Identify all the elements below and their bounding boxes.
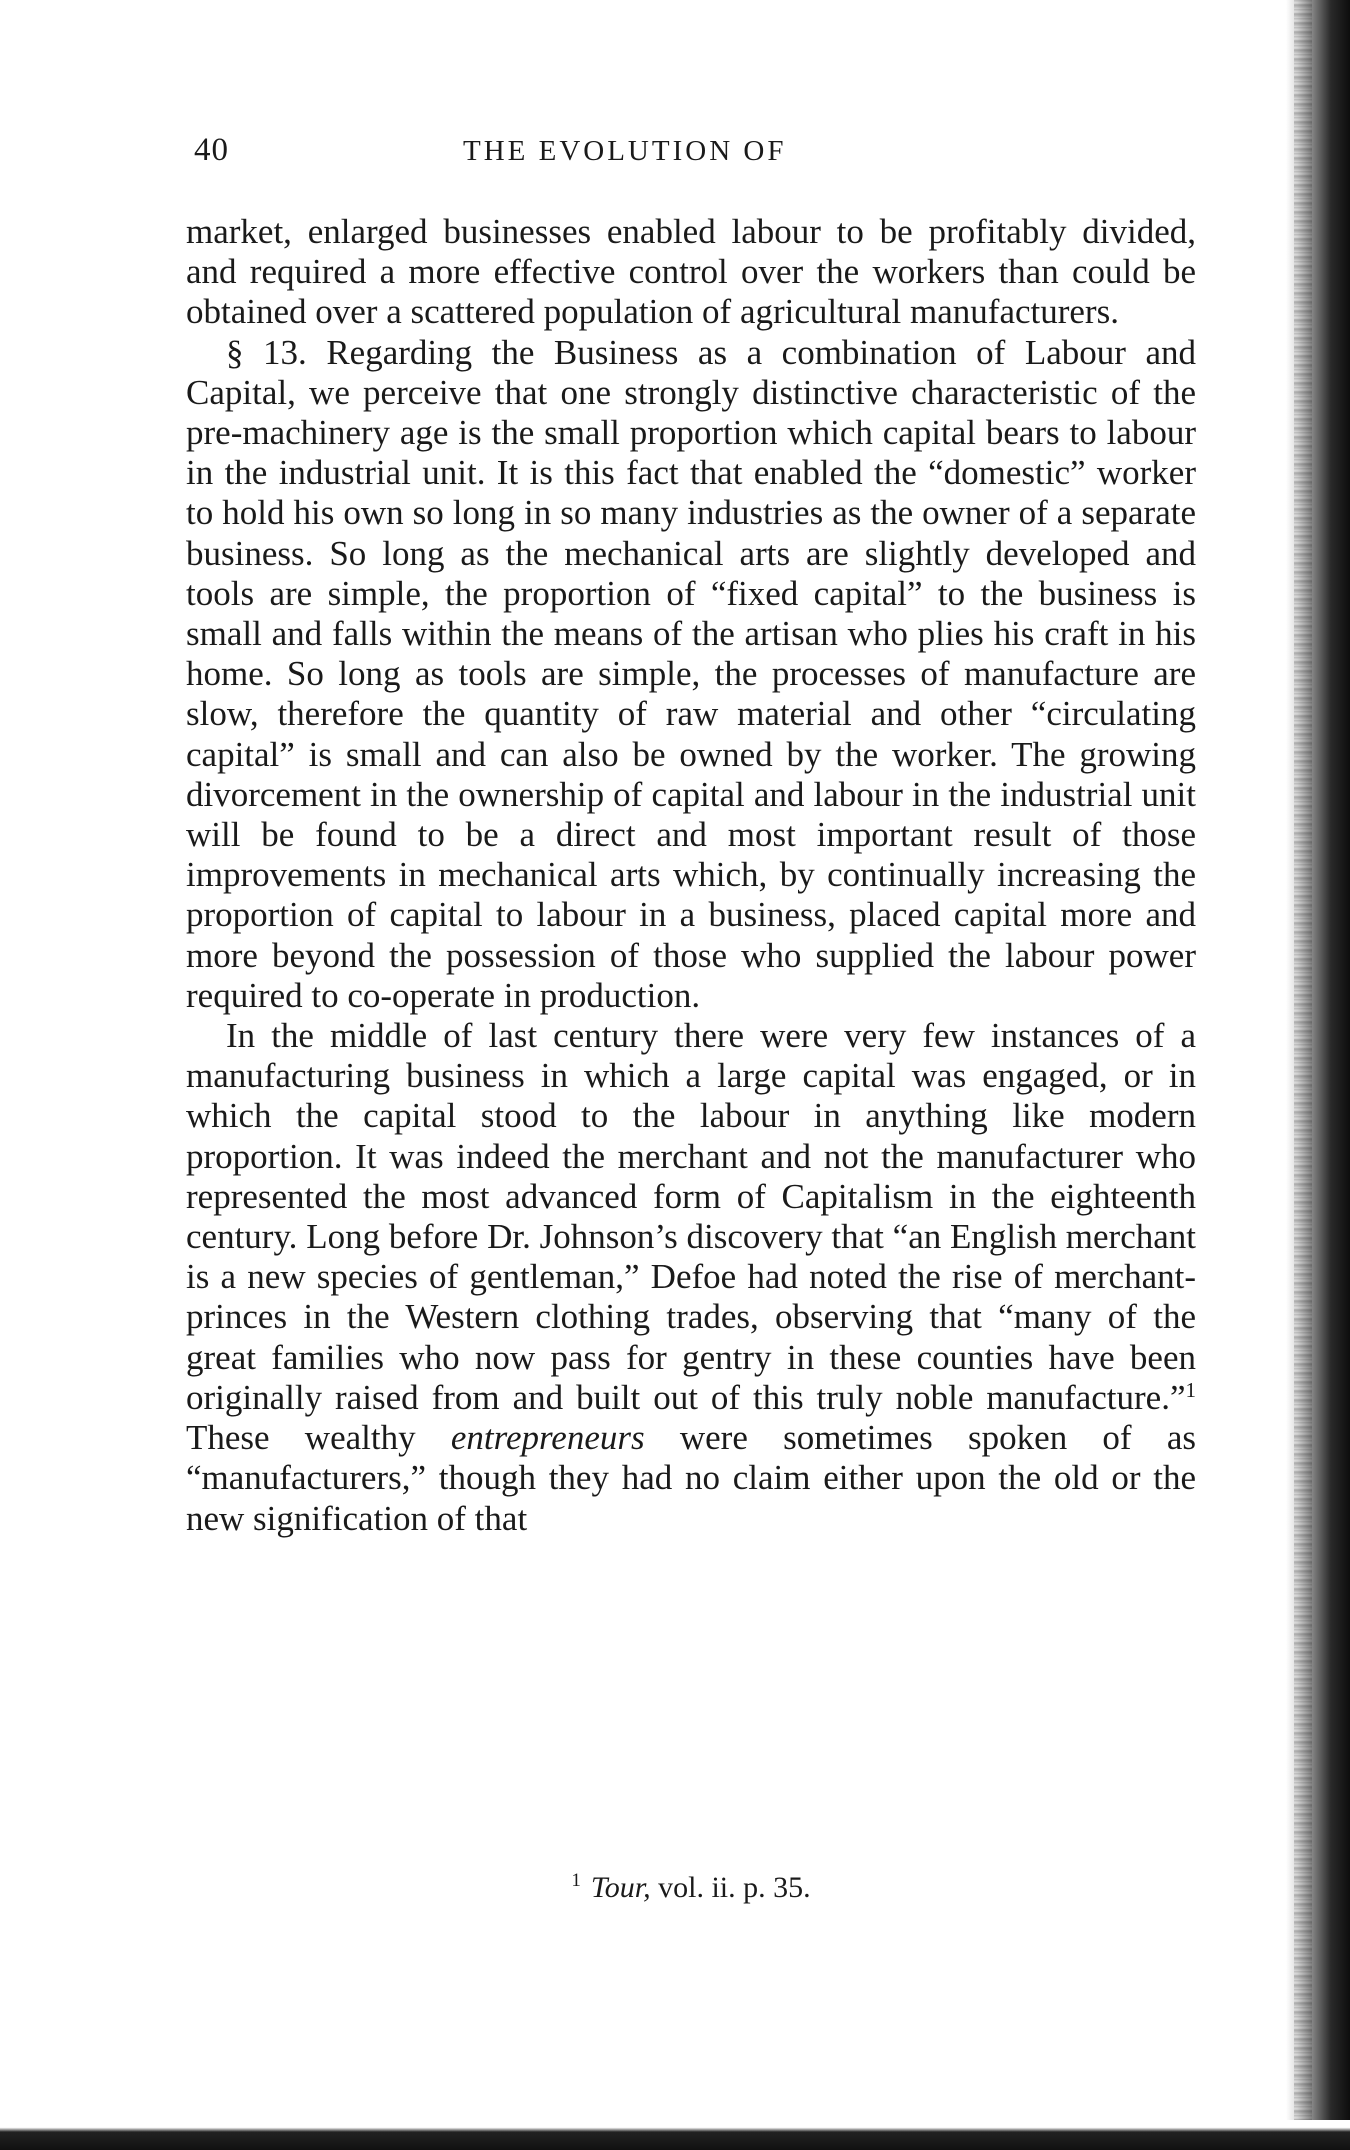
paragraph-section-13: § 13. Regarding the Business as a combination of Labour and Capital, we perceive that one strongly distinctive characteristic of the pre-machinery age is the small proportion which capital bears to labour in the industrial unit. It is this fact that enabled the “domestic” worker to hold his own so long in so many industries as the owner of a separate business. So long as the mechanical arts are slightly developed and tools are simple, the proportion of “fixed capital” to the business is small and falls within the means of the artisan who plies his craft in his home. So long as tools are simple, the processes of manufacture are slow, therefore the quantity of raw material and other “circulating capital” is small and can also be owned by the worker. The growing divorcement in the ownership of capital and labour in the industrial unit will be found to be a direct and most important result of those improvements in mechanical arts which, by continually increasing the proportion of capital to labour in a business, placed capital more and more beyond the possession of those who supplied the labour power required to co-operate in production.: [186, 332, 1196, 1015]
body-text: [186, 212, 1196, 1539]
scan-edge-shadow: [1286, 0, 1350, 2150]
running-head: [188, 132, 1198, 182]
page-number: 40: [194, 132, 229, 168]
footnote: [186, 1870, 1196, 1905]
footnote-reference: vol. ii. p. 35.: [650, 1871, 811, 1904]
paragraph-text: These wealthy: [186, 1418, 451, 1458]
paragraph-text: In the middle of last century there were very few instances of a manufacturing business in which a large capital was engaged, or in which the capital stood to the labour in anything like modern proportion. It was indeed the merchant and not the manufacturer who represented the most advanced form of Capitalism in the eighteenth century. Long before Dr. Johnson’s discovery that “an English merchant is a new species of gentleman,” Defoe had noted the rise of merchant-princes in the Western clothing trades, observing that “many of the great families who now pass for gentry in these counties have been originally raised from and built out of this truly noble manufacture.”: [186, 1016, 1196, 1417]
running-title: THE EVOLUTION OF: [463, 135, 787, 167]
paragraph-text: were sometimes spoken of as “manufacturers,” though they had no claim either upon the old or the new signification of that: [186, 1418, 1196, 1538]
scan-bottom-edge: [0, 2120, 1350, 2150]
footnote-title: Tour,: [590, 1871, 651, 1904]
footnote-number: 1: [571, 1870, 581, 1891]
paragraph-continued: market, enlarged businesses enabled labour to be profitably divided, and required a more effective control over the workers than could be obtained over a scattered population of agricultural manufacturers.: [186, 212, 1196, 332]
footnote-reference-mark: 1: [1185, 1377, 1196, 1402]
italic-term: entrepreneurs: [450, 1418, 645, 1458]
paragraph-middle-of-century: [186, 1016, 1196, 1539]
